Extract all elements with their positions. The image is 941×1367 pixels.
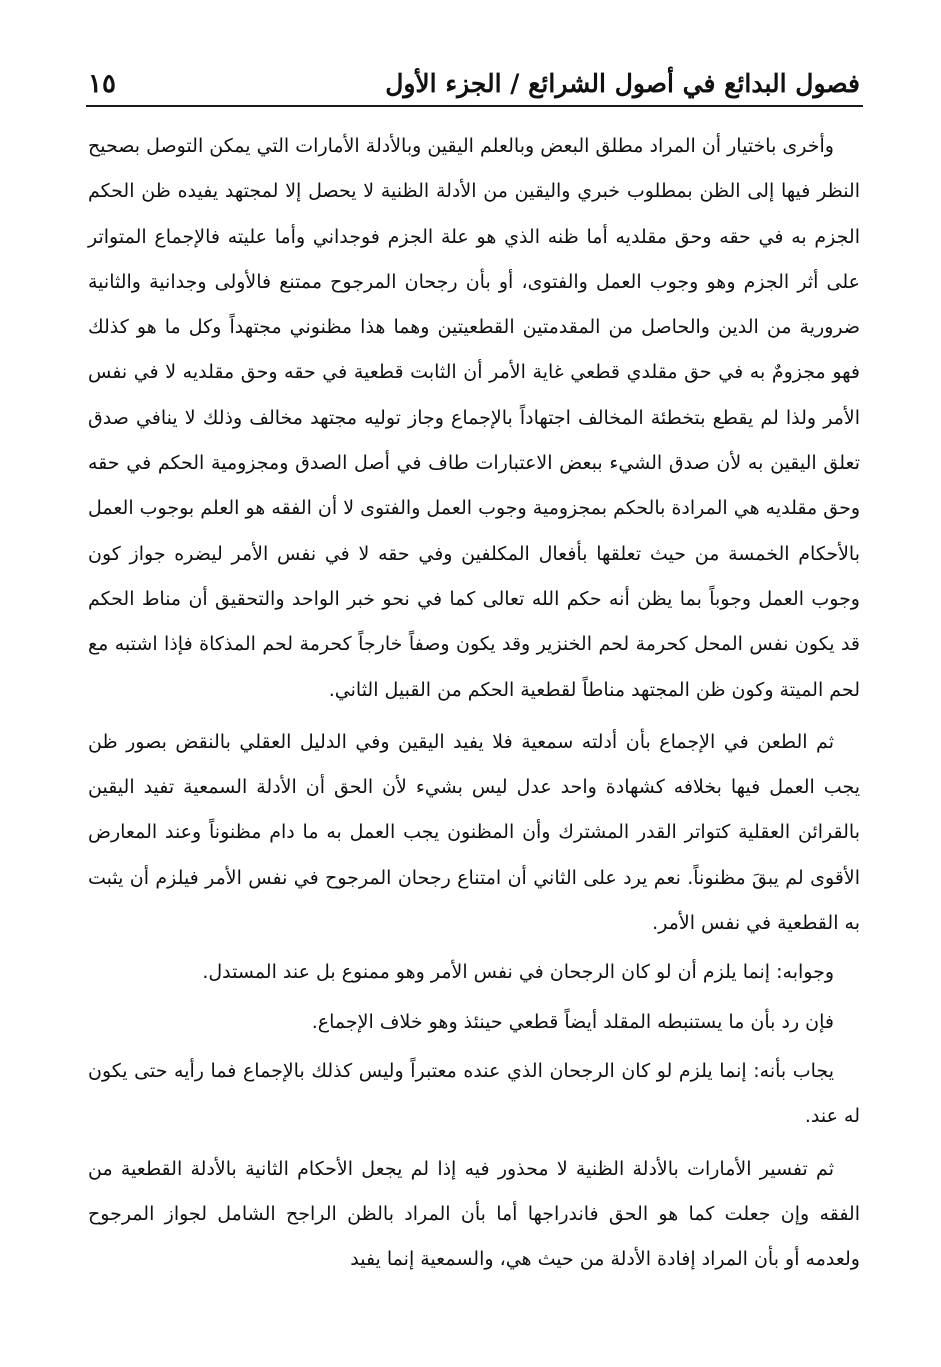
- paragraph-5: يجاب بأنه: إنما يلزم لو كان الرجحان الذي عنده معتبراً وليس كذلك بالإجماع فما رأيه حتى يكون له عند.: [88, 1059, 860, 1128]
- page-body: [88, 124, 860, 1282]
- paragraph-4: فإن رد بأن ما يستنبطه المقلد أيضاً قطعي حينئذ وهو خلاف الإجماع.: [311, 1010, 834, 1033]
- header-divider: [86, 105, 863, 107]
- running-header: [88, 58, 860, 102]
- page-number: ١٥: [88, 69, 116, 99]
- header-title: فصول البدائع في أصول الشرائع / الجزء الأول: [385, 69, 860, 98]
- paragraph-6: ثم تفسير الأمارات بالأدلة الظنية لا محذور فيه إذا لم يجعل الأحكام الثانية بالأدلة القطعية من الفقه وإن جعلت كما هو الحق فاندراجها أما بأن المراد بالظن الراجح الشامل لجواز المرجوح ولعدمه أو بأن المراد إفادة الأدلة من حيث هي، والسمعية إنما يفيد: [88, 1157, 860, 1271]
- paragraph-3: وجوابه: إنما يلزم أن لو كان الرجحان في نفس الأمر وهو ممنوع بل عند المستدل.: [202, 961, 834, 984]
- paragraph-2: ثم الطعن في الإجماع بأن أدلته سمعية فلا يفيد اليقين وفي الدليل العقلي بالنقض بصور ظن يجب العمل فيها بخلافه كشهادة واحد عدل ليس بشيء لأن الحق أن الأدلة السمعية تفيد اليقين بالقرائن العقلية كتواتر القدر المشترك وأن المظنون يجب العمل به ما دام مظنوناً وعند المعارض الأقوى لم يبقَ مظنوناً. نعم يرد على الثاني أن امتناع رجحان المرجوح في نفس الأمر فيلزم أن يثبت به القطعية في نفس الأمر.: [88, 730, 860, 935]
- paragraph-1: وأخرى باختيار أن المراد مطلق البعض وبالعلم اليقين وبالأدلة الأمارات التي يمكن التوصل بصحيح النظر فيها إلى الظن بمطلوب خبري واليقين من الأدلة الظنية لا يحصل إلا لمجتهد يفيده ظن الحكم الجزم به في حقه وحق مقلديه أما ظنه الذي هو علة الجزم فوجداني وأما عليته فالإجماع المتواتر على أثر الجزم وهو وجوب العمل والفتوى، أو بأن رجحان المرجوح ممتنع فالأولى وجدانية والثانية ضرورية من الدين والحاصل من المقدمتين القطعيتين وهما هذا مظنوني مجتهداً وكل ما هو كذلك فهو مجزومٌ به في حق مقلدي قطعي غاية الأمر أن الثابت قطعية في حقه وحق مقلديه لا في نفس الأمر ولذا لم يقطع بتخطئة المخالف اجتهاداً بالإجماع وجاز توليه مجتهد مخالف وذلك لا ينافي صدق تعلق اليقين به لأن صدق الشيء ببعض الاعتبارات طاف في أصل الصدق ومجزومية الحكم في حقه وحق مقلديه هي المرادة بالحكم بمجزومية وجوب العمل والفتوى لا أن الفقه هو العلم بوجوب العمل بالأحكام الخمسة من حيث تعلقها بأفعال المكلفين وفي حقه لا في نفس الأمر ليضره جواز كون وجوب العمل وجوباً بما يظن أنه حكم الله تعالى كما في نحو خبر الواحد والتحقيق أن مناط الحكم قد يكون نفس المحل كحرمة لحم الخنزير وقد يكون وصفاً خارجاً كحرمة لحم المذكاة فإذا اشتبه مع لحم الميتة وكون ظن المجتهد مناطاً لقطعية الحكم من القبيل الثاني.: [88, 135, 860, 701]
